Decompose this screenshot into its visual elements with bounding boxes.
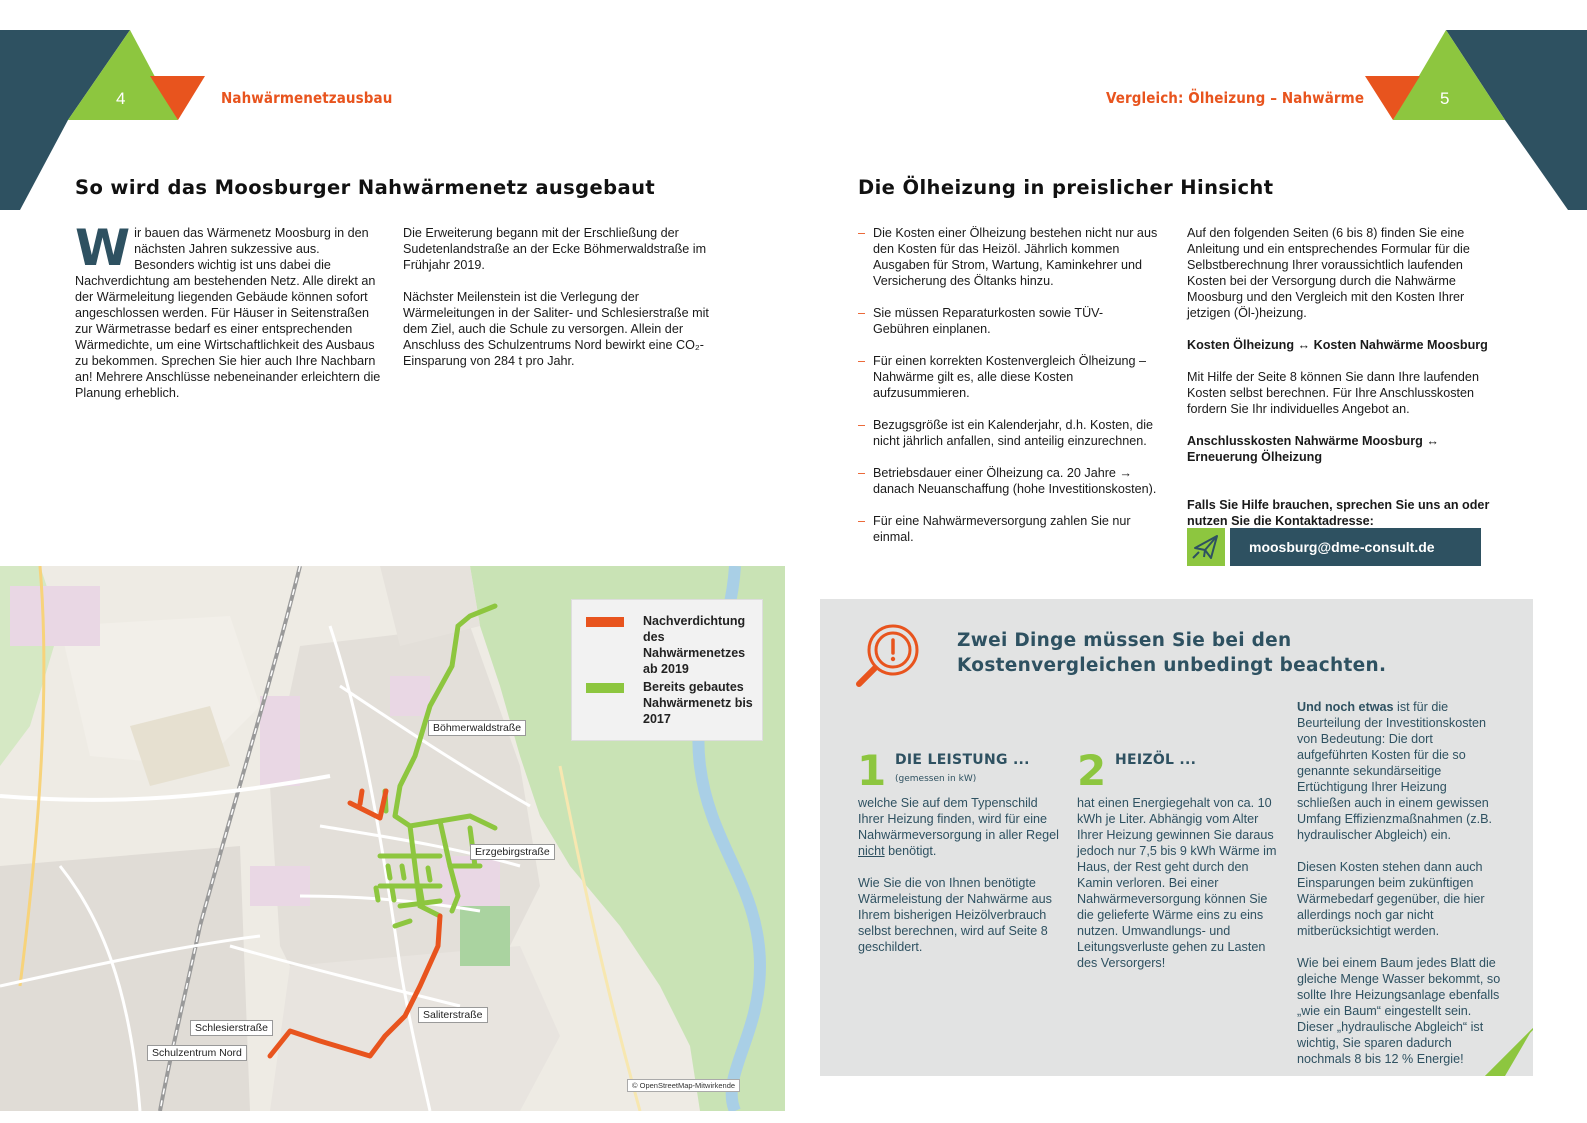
legend-swatch-existing	[586, 683, 624, 693]
list-item: – Bezugsgröße ist ein Kalenderjahr, d.h. Kosten, die nicht jährlich anfallen, sind anteilig einzurechnen.	[858, 418, 1154, 448]
bold-comparison-1: Kosten Ölheizung ↔ Kosten Nahwärme Moosburg	[1187, 338, 1488, 352]
page-number-left: 4	[116, 89, 126, 108]
left-section-title: So wird das Moosburger Nahwärmenetz ausgebaut	[75, 176, 656, 199]
network-map	[0, 566, 785, 1111]
item-heading-heizoel: HEIZÖL ...	[1115, 752, 1197, 768]
help-text: Falls Sie Hilfe brauchen, sprechen Sie uns an oder nutzen Sie die Kontaktadresse:	[1187, 498, 1490, 528]
paragraph: Nächster Meilenstein ist die Verlegung der Wärmeleitungen in der Saliter- und Schlesierstraße mit dem Ziel, auch die Schule zu versorgen. Allein der Anschluss des Schulzentrums Nord bewirkt eine CO₂-Einsparung von 284 t pro Jahr.	[403, 290, 709, 368]
map-label-schulzentrum: Schulzentrum Nord	[147, 1045, 247, 1061]
item-text-leistung: welche Sie auf dem Typenschild Ihrer Heizung finden, wird für eine Nahwärmeversorgung in aller Regel nicht benötigt. Wie Sie die von Ihnen benötigte Wärmeleistung der Nahwärme aus Ihrem bisherigen Heizölverbrauch selbst berechnen, wird auf Seite 8 geschildert.	[858, 796, 1059, 954]
list-item: – Betriebsdauer einer Ölheizung ca. 20 Jahre → danach Neuanschaffung (hohe Investitionskosten).	[858, 466, 1157, 496]
list-item: – Für einen korrekten Kostenvergleich Ölheizung – Nahwärme gilt es, alle diese Kosten aufzusummieren.	[858, 354, 1147, 400]
legend-label-existing: Bereits gebautes Nahwärmenetz bis 2017	[643, 680, 753, 726]
item-number-2: 2	[1077, 746, 1107, 795]
left-intro-column	[75, 219, 383, 401]
list-item: – Für eine Nahwärmeversorgung zahlen Sie nur einmal.	[858, 514, 1131, 544]
map-credit: © OpenStreetMap-Mitwirkende	[627, 1079, 740, 1092]
paragraph: Mit Hilfe der Seite 8 können Sie dann Ihre laufenden Kosten selbst berechnen. Für Ihre Anschlusskosten fordern Sie Ihr individuelles Angebot an.	[1187, 370, 1479, 416]
legend-swatch-new	[586, 617, 624, 627]
send-icon[interactable]	[1187, 528, 1225, 566]
right-section-title: Die Ölheizung in preislicher Hinsicht	[858, 176, 1274, 199]
email-link[interactable]: moosburg@dme-consult.de	[1230, 528, 1481, 566]
map-label-schlesierstrasse: Schlesierstraße	[190, 1020, 273, 1036]
item-subheading-kw: (gemessen in kW)	[895, 774, 977, 784]
right-second-column	[1187, 225, 1497, 545]
map-legend	[571, 599, 763, 741]
list-item: – Sie müssen Reparaturkosten sowie TÜV-Gebühren einplanen.	[858, 306, 1104, 336]
info-box-third-column: Und noch etwas ist für die Beurteilung der Investitionskosten von Bedeutung: Die dort aufgeführten Kosten für die so genannte sekundärseitige Ertüchtigung Ihrer Heizung schließen auch in einem gewissen Umfang Effizienzmaßnahmen (z.B. hydraulischer Abgleich) ein. Diesen Kosten stehen dann auch Einsparungen beim zukünftigen Wärmebedarf gegenüber, die hier allerdings noch gar nicht mitberücksichtigt werden. Wie bei einem Baum jedes Blatt die gleiche Menge Wasser bekommt, so sollte Ihre Heizungsanlage ebenfalls „wie ein Baum“ eingestellt sein. Dieser „hydraulische Abgleich“ ist wichtig, Sie sparen dadurch nochmals 8 bis 12 % Energie!	[1297, 700, 1501, 1066]
paragraph: Die Erweiterung begann mit der Erschließung der Sudetenlandstraße an der Ecke Böhmerwaldstraße im Frühjahr 2019.	[403, 226, 707, 272]
list-item: – Die Kosten einer Ölheizung bestehen nicht nur aus den Kosten für das Heizöl. Jährlich kommen Ausgaben für Strom, Wartung, Kaminkehrer und Versicherung des Öltanks hinzu.	[858, 226, 1158, 288]
page-number-right: 5	[1440, 89, 1450, 108]
legend-label-new: Nachverdichtung des Nahwärmenetzes ab 2019	[643, 614, 746, 676]
cost-bullet-list	[858, 225, 1158, 545]
map-label-erzgebirgstrasse: Erzgebirgstraße	[470, 844, 555, 860]
right-bullet-column	[858, 225, 1158, 561]
header-title-left: Nahwärmenetzausbau	[221, 89, 393, 107]
bold-comparison-2: Anschlusskosten Nahwärme Moosburg ↔ Erneuerung Ölheizung	[1187, 434, 1439, 464]
left-second-column	[403, 225, 713, 385]
right-corner-decoration	[1360, 0, 1587, 215]
paragraph: Auf den folgenden Seiten (6 bis 8) finden Sie eine Anleitung und ein entsprechendes Formular für die Selbstberechnung Ihrer voraussichtlich laufenden Kosten bei der Versorgung durch die Nahwärme Moosburg und den Vergleich mit den Kosten Ihrer jetzigen (Öl-)heizung.	[1187, 226, 1470, 320]
header-title-right: Vergleich: Ölheizung – Nahwärme	[1106, 89, 1365, 107]
map-label-saliterstrasse: Saliterstraße	[418, 1007, 488, 1023]
dropcap-letter: W	[75, 219, 131, 277]
info-box-title: Zwei Dinge müssen Sie bei den Kostenvergleichen unbedingt beachten.	[957, 630, 1387, 676]
map-label-boehmerwaldstrasse: Böhmerwaldstraße	[428, 720, 526, 736]
item-text-heizoel: hat einen Energiegehalt von ca. 10 kWh je Liter. Abhängig vom Alter Ihrer Heizung gewinnen Sie daraus jedoch nur 7,5 bis 9 kWh Wärme im Haus, der Rest geht durch den Kamin verloren. Bei einer Nahwärmeversorgung können Sie die gelieferte Wärme eins zu eins nutzen. Umwandlungs- und Leitungsverluste gehen zu Lasten des Versorgers!	[1077, 796, 1277, 970]
item-number-1: 1	[857, 746, 887, 795]
item-heading-leistung: DIE LEISTUNG ...	[895, 752, 1030, 768]
left-intro-text: ir bauen das Wärmenetz Moosburg in den nächsten Jahren sukzessive aus. Besonders wichtig ist uns dabei die Nachverdichtung am bestehenden Netz. Alle direkt an der Wärmeleitung liegenden Gebäude können sofort angeschlossen werden. Für Häuser in Seitenstraßen zur Wärmetrasse bedarf es einer entsprechenden Wärmedichte, um eine Wirtschaftlichkeit des Ausbaus zu bekommen. Sprechen Sie hier auch Ihre Nachbarn an! Mehrere Anschlüsse nebeneinander erleichtern die Planung erheblich.	[75, 226, 381, 400]
warning-magnifier-icon	[853, 620, 925, 692]
